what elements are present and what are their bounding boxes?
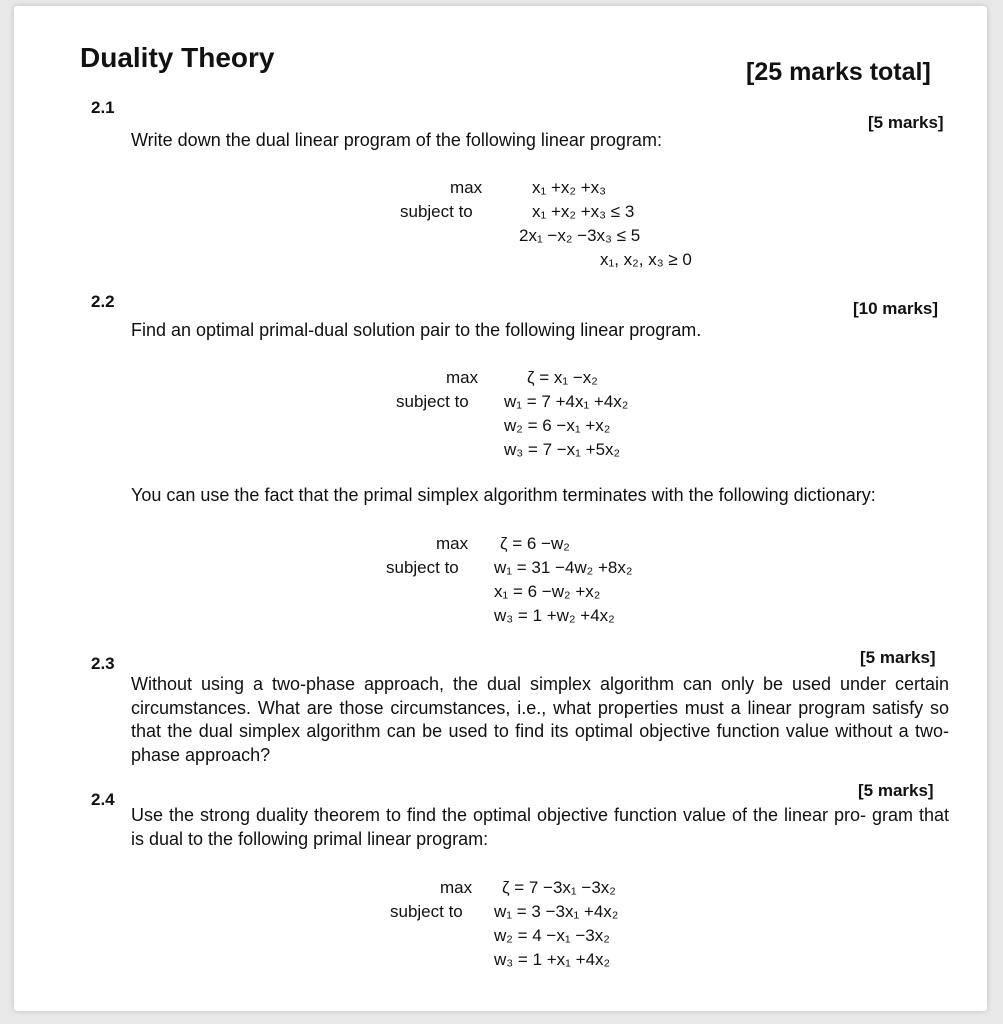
question-marks-2-2: [10 marks] <box>853 299 939 318</box>
lp-constraint: 2x₁ −x₂ −3x₃ ≤ 5 <box>519 226 641 245</box>
question-number-2-3: 2.3 <box>91 654 115 673</box>
dict-row-expr: w₁ = 31 −4w₂ +8x₂ <box>494 558 633 577</box>
question-text-2-2: Find an optimal primal-dual solution pair to the following linear program. <box>131 320 702 340</box>
total-marks: [25 marks total] <box>746 58 931 86</box>
question-number-2-4: 2.4 <box>91 790 115 809</box>
lp-nonnegativity: x₁, x₂, x₃ ≥ 0 <box>600 250 692 269</box>
lp-row-expr: w₁ = 7 +4x₁ +4x₂ <box>504 392 629 411</box>
lp-subject-label: subject to <box>386 558 459 577</box>
lp-row-expr: w₃ = 7 −x₁ +5x₂ <box>504 440 621 459</box>
lp-subject-label: subject to <box>396 392 469 411</box>
question-text-2-2-dictionary-intro: You can use the fact that the primal simplex algorithm terminates with the following dictionary: <box>131 485 876 505</box>
question-text-2-3: Without using a two-phase approach, the dual simplex algorithm can only be used under certain circumstances. What are those circumstances, i.e., what properties must a linear program satisfy so that the dual simplex algorithm can be used to find its optimal objective function value without a two-phase approach? <box>131 674 949 765</box>
question-marks-2-1: [5 marks] <box>868 113 944 132</box>
question-text-2-1: Write down the dual linear program of the following linear program: <box>131 130 662 150</box>
question-marks-2-4: [5 marks] <box>858 781 934 800</box>
question-text-2-4: Use the strong duality theorem to find the optimal objective function value of the linear pro- gram that is dual to the following primal linear program: <box>131 805 949 849</box>
lp-objective: x₁ +x₂ +x₃ <box>532 178 607 197</box>
lp-row-expr: w₃ = 1 +x₁ +4x₂ <box>494 950 611 969</box>
lp-2-2 <box>384 368 714 468</box>
lp-max-label: max <box>436 534 469 553</box>
lp-subject-label: subject to <box>400 202 473 221</box>
question-marks-2-3: [5 marks] <box>860 648 936 667</box>
lp-2-4 <box>384 878 724 978</box>
question-number-2-1: 2.1 <box>91 98 115 117</box>
exam-page <box>14 6 987 1011</box>
lp-max-label: max <box>446 368 479 387</box>
final-dictionary-2-2 <box>384 534 724 634</box>
lp-constraint: x₁ +x₂ +x₃ ≤ 3 <box>532 202 635 221</box>
lp-row-expr: ζ = x₁ −x₂ <box>527 368 598 387</box>
lp-2-1 <box>384 178 714 278</box>
lp-row-expr: w₁ = 3 −3x₁ +4x₂ <box>494 902 619 921</box>
question-number-2-2: 2.2 <box>91 292 115 311</box>
lp-max-label: max <box>450 178 483 197</box>
lp-row-expr: w₂ = 4 −x₁ −3x₂ <box>494 926 610 945</box>
lp-row-expr: ζ = 7 −3x₁ −3x₂ <box>502 878 616 897</box>
lp-max-label: max <box>440 878 473 897</box>
lp-row-expr: w₂ = 6 −x₁ +x₂ <box>504 416 611 435</box>
lp-subject-label: subject to <box>390 902 463 921</box>
dict-row-expr: w₃ = 1 +w₂ +4x₂ <box>494 606 615 625</box>
page-title: Duality Theory <box>80 42 275 73</box>
dict-row-expr: ζ = 6 −w₂ <box>500 534 570 553</box>
dict-row-expr: x₁ = 6 −w₂ +x₂ <box>494 582 601 601</box>
